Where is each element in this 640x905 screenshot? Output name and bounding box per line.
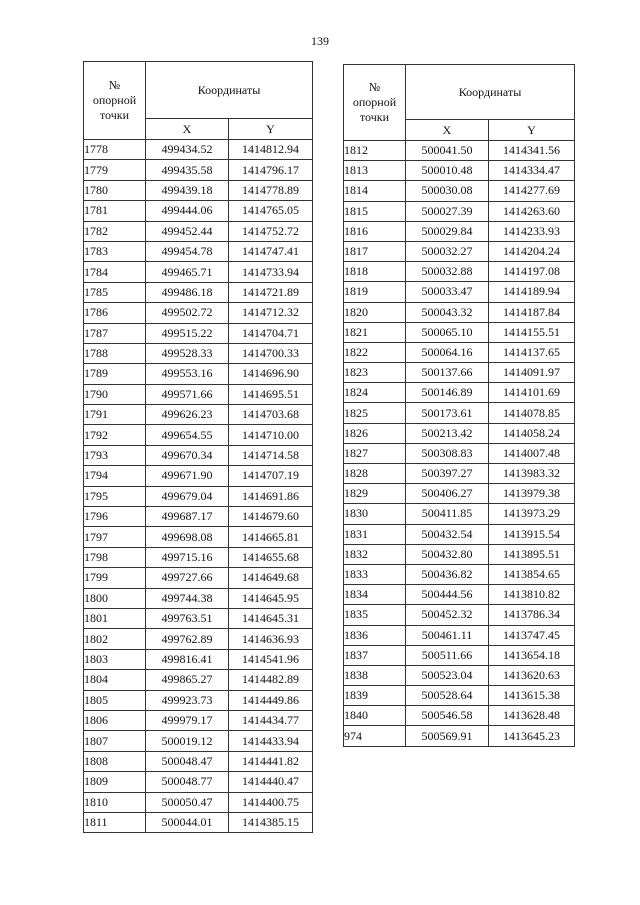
- point-number-cell: 1794: [84, 466, 146, 486]
- table-row: [84, 608, 313, 628]
- point-number-cell: 1822: [344, 342, 406, 362]
- y-coordinate-cell: 1414778.89: [229, 180, 313, 200]
- table-row: [344, 686, 575, 706]
- y-coordinate-cell: 1414101.69: [489, 383, 575, 403]
- y-coordinate-cell: 1414733.94: [229, 262, 313, 282]
- x-coordinate-cell: 500397.27: [406, 464, 489, 484]
- y-coordinate-cell: 1414482.89: [229, 670, 313, 690]
- table-row: [84, 323, 313, 343]
- point-number-cell: 1804: [84, 670, 146, 690]
- y-coordinate-cell: 1414441.82: [229, 751, 313, 771]
- y-coordinate-cell: 1413979.38: [489, 484, 575, 504]
- point-number-cell: 1800: [84, 588, 146, 608]
- y-coordinate-cell: 1413915.54: [489, 524, 575, 544]
- y-coordinate-cell: 1414277.69: [489, 181, 575, 201]
- y-coordinate-cell: 1414649.68: [229, 568, 313, 588]
- x-coordinate-cell: 500030.08: [406, 181, 489, 201]
- y-coordinate-cell: 1414703.68: [229, 405, 313, 425]
- y-coordinate-cell: 1414155.51: [489, 322, 575, 342]
- header-num-word1: опорной: [92, 93, 137, 107]
- point-number-cell: 1817: [344, 241, 406, 261]
- x-coordinate-cell: 499698.08: [146, 527, 229, 547]
- point-number-cell: 1823: [344, 363, 406, 383]
- y-coordinate-cell: 1413645.23: [489, 726, 575, 746]
- point-number-cell: 1827: [344, 443, 406, 463]
- x-coordinate-cell: 500032.88: [406, 262, 489, 282]
- x-coordinate-cell: 500043.32: [406, 302, 489, 322]
- x-coordinate-cell: 500432.80: [406, 544, 489, 564]
- y-coordinate-cell: 1414700.33: [229, 343, 313, 363]
- x-coordinate-cell: 500308.83: [406, 443, 489, 463]
- table-row: [84, 241, 313, 261]
- table-row: [84, 262, 313, 282]
- point-number-cell: 1803: [84, 649, 146, 669]
- table-row: [84, 303, 313, 323]
- y-coordinate-cell: 1414263.60: [489, 201, 575, 221]
- x-coordinate-cell: 499434.52: [146, 140, 229, 160]
- table-row: [84, 282, 313, 302]
- table-row: [84, 343, 313, 363]
- x-coordinate-cell: 499444.06: [146, 201, 229, 221]
- table-row: [344, 544, 575, 564]
- point-number-cell: 1825: [344, 403, 406, 423]
- x-coordinate-cell: 500528.64: [406, 686, 489, 706]
- table-row: [84, 445, 313, 465]
- point-number-cell: 1840: [344, 706, 406, 726]
- header-num-symbol: №: [108, 78, 121, 92]
- x-coordinate-cell: 500032.27: [406, 241, 489, 261]
- table-row: [84, 527, 313, 547]
- y-coordinate-cell: 1413854.65: [489, 564, 575, 584]
- header-coordinates: Координаты: [146, 62, 313, 119]
- table-row: [344, 241, 575, 261]
- table-row: [344, 443, 575, 463]
- y-coordinate-cell: 1414058.24: [489, 423, 575, 443]
- x-coordinate-cell: 499923.73: [146, 690, 229, 710]
- x-coordinate-cell: 500050.47: [146, 792, 229, 812]
- point-number-cell: 1799: [84, 568, 146, 588]
- y-coordinate-cell: 1414691.86: [229, 486, 313, 506]
- x-coordinate-cell: 500019.12: [146, 731, 229, 751]
- x-coordinate-cell: 499671.90: [146, 466, 229, 486]
- x-coordinate-cell: 499502.72: [146, 303, 229, 323]
- x-coordinate-cell: 499626.23: [146, 405, 229, 425]
- x-coordinate-cell: 500027.39: [406, 201, 489, 221]
- x-coordinate-cell: 500033.47: [406, 282, 489, 302]
- x-coordinate-cell: 499744.38: [146, 588, 229, 608]
- table-row: [84, 140, 313, 160]
- table-row: [344, 161, 575, 181]
- y-coordinate-cell: 1413983.32: [489, 464, 575, 484]
- y-coordinate-cell: 1414696.90: [229, 364, 313, 384]
- y-coordinate-cell: 1414712.32: [229, 303, 313, 323]
- x-coordinate-cell: 500146.89: [406, 383, 489, 403]
- point-number-cell: 1826: [344, 423, 406, 443]
- point-number-cell: 1828: [344, 464, 406, 484]
- y-coordinate-cell: 1414714.58: [229, 445, 313, 465]
- table-row: [344, 564, 575, 584]
- y-coordinate-cell: 1413973.29: [489, 504, 575, 524]
- x-coordinate-cell: 499762.89: [146, 629, 229, 649]
- point-number-cell: 1809: [84, 772, 146, 792]
- point-number-cell: 1811: [84, 812, 146, 832]
- y-coordinate-cell: 1414197.08: [489, 262, 575, 282]
- point-number-cell: 1837: [344, 645, 406, 665]
- point-number-cell: 1818: [344, 262, 406, 282]
- y-coordinate-cell: 1414710.00: [229, 425, 313, 445]
- x-coordinate-cell: 500041.50: [406, 141, 489, 161]
- point-number-cell: 1787: [84, 323, 146, 343]
- table-row: [84, 486, 313, 506]
- header-num-word2: точки: [359, 110, 390, 124]
- point-number-cell: 1806: [84, 710, 146, 730]
- y-coordinate-cell: 1414204.24: [489, 241, 575, 261]
- point-number-cell: 1805: [84, 690, 146, 710]
- table-row: [84, 772, 313, 792]
- table-row: [344, 342, 575, 362]
- point-number-cell: 1832: [344, 544, 406, 564]
- y-coordinate-cell: 1413654.18: [489, 645, 575, 665]
- table-row: [344, 625, 575, 645]
- table-row: [344, 302, 575, 322]
- y-coordinate-cell: 1414433.94: [229, 731, 313, 751]
- y-coordinate-cell: 1414812.94: [229, 140, 313, 160]
- y-coordinate-cell: 1414385.15: [229, 812, 313, 832]
- x-coordinate-cell: 499816.41: [146, 649, 229, 669]
- y-coordinate-cell: 1414707.19: [229, 466, 313, 486]
- x-coordinate-cell: 499454.78: [146, 241, 229, 261]
- table-row: [344, 282, 575, 302]
- y-coordinate-cell: 1414636.93: [229, 629, 313, 649]
- page-number: 139: [311, 34, 329, 48]
- header-num-word2: точки: [99, 108, 130, 122]
- y-coordinate-cell: 1414721.89: [229, 282, 313, 302]
- header-x: X: [146, 119, 229, 140]
- y-coordinate-cell: 1414334.47: [489, 161, 575, 181]
- table-row: [344, 201, 575, 221]
- table-row: [344, 665, 575, 685]
- table-row: [344, 221, 575, 241]
- x-coordinate-cell: 499528.33: [146, 343, 229, 363]
- table-row: [344, 363, 575, 383]
- x-coordinate-cell: 500444.56: [406, 585, 489, 605]
- y-coordinate-cell: 1413620.63: [489, 665, 575, 685]
- table-row: [344, 403, 575, 423]
- header-coordinates: Координаты: [406, 65, 575, 120]
- y-coordinate-cell: 1413747.45: [489, 625, 575, 645]
- x-coordinate-cell: 499553.16: [146, 364, 229, 384]
- x-coordinate-cell: 499979.17: [146, 710, 229, 730]
- point-number-cell: 1807: [84, 731, 146, 751]
- x-coordinate-cell: 500411.85: [406, 504, 489, 524]
- y-coordinate-cell: 1413615.38: [489, 686, 575, 706]
- table-row: [84, 466, 313, 486]
- table-row: [344, 262, 575, 282]
- y-coordinate-cell: 1414091.97: [489, 363, 575, 383]
- y-coordinate-cell: 1414007.48: [489, 443, 575, 463]
- x-coordinate-cell: 499763.51: [146, 608, 229, 628]
- point-number-cell: 1790: [84, 384, 146, 404]
- header-point-number: [344, 65, 406, 141]
- x-coordinate-cell: 500173.61: [406, 403, 489, 423]
- table-row: [84, 812, 313, 832]
- header-x: X: [406, 120, 489, 141]
- x-coordinate-cell: 499679.04: [146, 486, 229, 506]
- table-row: [84, 201, 313, 221]
- point-number-cell: 1814: [344, 181, 406, 201]
- x-coordinate-cell: 500432.54: [406, 524, 489, 544]
- x-coordinate-cell: 500406.27: [406, 484, 489, 504]
- y-coordinate-cell: 1414400.75: [229, 792, 313, 812]
- table-row: [84, 425, 313, 445]
- x-coordinate-cell: 499715.16: [146, 547, 229, 567]
- point-number-cell: 1821: [344, 322, 406, 342]
- x-coordinate-cell: 499465.71: [146, 262, 229, 282]
- table-row: [84, 649, 313, 669]
- y-coordinate-cell: 1414665.81: [229, 527, 313, 547]
- point-number-cell: 1816: [344, 221, 406, 241]
- x-coordinate-cell: 499865.27: [146, 670, 229, 690]
- table-row: [344, 141, 575, 161]
- x-coordinate-cell: 499452.44: [146, 221, 229, 241]
- x-coordinate-cell: 500065.10: [406, 322, 489, 342]
- table-row: [344, 726, 575, 746]
- y-coordinate-cell: 1414747.41: [229, 241, 313, 261]
- x-coordinate-cell: 500029.84: [406, 221, 489, 241]
- y-coordinate-cell: 1413628.48: [489, 706, 575, 726]
- table-row: [84, 405, 313, 425]
- table-row: [84, 221, 313, 241]
- point-number-cell: 1819: [344, 282, 406, 302]
- table-row: [84, 629, 313, 649]
- table-row: [344, 605, 575, 625]
- table-row: [84, 507, 313, 527]
- point-number-cell: 1834: [344, 585, 406, 605]
- y-coordinate-cell: 1414434.77: [229, 710, 313, 730]
- y-coordinate-cell: 1414440.47: [229, 772, 313, 792]
- table-row: [84, 364, 313, 384]
- table-row: [84, 180, 313, 200]
- y-coordinate-cell: 1414078.85: [489, 403, 575, 423]
- point-number-cell: 1795: [84, 486, 146, 506]
- point-number-cell: 1812: [344, 141, 406, 161]
- table-row: [84, 751, 313, 771]
- table-row: [344, 585, 575, 605]
- table-row: [344, 645, 575, 665]
- point-number-cell: 1798: [84, 547, 146, 567]
- table-row: [344, 524, 575, 544]
- y-coordinate-cell: 1414655.68: [229, 547, 313, 567]
- header-point-number: [84, 62, 146, 140]
- table-row: [84, 731, 313, 751]
- table-row: [84, 160, 313, 180]
- table-row: [84, 792, 313, 812]
- table-row: [84, 384, 313, 404]
- table-row: [84, 690, 313, 710]
- point-number-cell: 1838: [344, 665, 406, 685]
- table-body-right: [344, 141, 575, 747]
- coordinates-table-right: [343, 64, 575, 747]
- point-number-cell: 1789: [84, 364, 146, 384]
- point-number-cell: 1801: [84, 608, 146, 628]
- table-row: [344, 504, 575, 524]
- point-number-cell: 1824: [344, 383, 406, 403]
- x-coordinate-cell: 500569.91: [406, 726, 489, 746]
- table-row: [84, 568, 313, 588]
- x-coordinate-cell: 500546.58: [406, 706, 489, 726]
- x-coordinate-cell: 500137.66: [406, 363, 489, 383]
- y-coordinate-cell: 1414449.86: [229, 690, 313, 710]
- x-coordinate-cell: 499515.22: [146, 323, 229, 343]
- point-number-cell: 1810: [84, 792, 146, 812]
- y-coordinate-cell: 1414341.56: [489, 141, 575, 161]
- point-number-cell: 1784: [84, 262, 146, 282]
- x-coordinate-cell: 500511.66: [406, 645, 489, 665]
- y-coordinate-cell: 1413895.51: [489, 544, 575, 564]
- y-coordinate-cell: 1414796.17: [229, 160, 313, 180]
- x-coordinate-cell: 500523.04: [406, 665, 489, 685]
- point-number-cell: 1829: [344, 484, 406, 504]
- point-number-cell: 974: [344, 726, 406, 746]
- y-coordinate-cell: 1414189.94: [489, 282, 575, 302]
- point-number-cell: 1788: [84, 343, 146, 363]
- point-number-cell: 1813: [344, 161, 406, 181]
- x-coordinate-cell: 500048.47: [146, 751, 229, 771]
- y-coordinate-cell: 1414704.71: [229, 323, 313, 343]
- x-coordinate-cell: 500461.11: [406, 625, 489, 645]
- x-coordinate-cell: 500010.48: [406, 161, 489, 181]
- point-number-cell: 1833: [344, 564, 406, 584]
- table-row: [344, 383, 575, 403]
- point-number-cell: 1796: [84, 507, 146, 527]
- x-coordinate-cell: 499727.66: [146, 568, 229, 588]
- point-number-cell: 1808: [84, 751, 146, 771]
- x-coordinate-cell: 499687.17: [146, 507, 229, 527]
- coordinates-table-left: [83, 61, 313, 833]
- point-number-cell: 1792: [84, 425, 146, 445]
- point-number-cell: 1797: [84, 527, 146, 547]
- table-row: [84, 588, 313, 608]
- header-y: Y: [229, 119, 313, 140]
- x-coordinate-cell: 500213.42: [406, 423, 489, 443]
- table-row: [344, 322, 575, 342]
- y-coordinate-cell: 1414137.65: [489, 342, 575, 362]
- point-number-cell: 1780: [84, 180, 146, 200]
- x-coordinate-cell: 499435.58: [146, 160, 229, 180]
- point-number-cell: 1836: [344, 625, 406, 645]
- y-coordinate-cell: 1414233.93: [489, 221, 575, 241]
- point-number-cell: 1778: [84, 140, 146, 160]
- y-coordinate-cell: 1414187.84: [489, 302, 575, 322]
- point-number-cell: 1839: [344, 686, 406, 706]
- y-coordinate-cell: 1414645.95: [229, 588, 313, 608]
- point-number-cell: 1831: [344, 524, 406, 544]
- y-coordinate-cell: 1414752.72: [229, 221, 313, 241]
- y-coordinate-cell: 1413786.34: [489, 605, 575, 625]
- table-row: [84, 670, 313, 690]
- table-row: [344, 423, 575, 443]
- x-coordinate-cell: 499670.34: [146, 445, 229, 465]
- x-coordinate-cell: 500452.32: [406, 605, 489, 625]
- table-row: [84, 710, 313, 730]
- x-coordinate-cell: 499439.18: [146, 180, 229, 200]
- y-coordinate-cell: 1414695.51: [229, 384, 313, 404]
- point-number-cell: 1791: [84, 405, 146, 425]
- y-coordinate-cell: 1414679.60: [229, 507, 313, 527]
- point-number-cell: 1793: [84, 445, 146, 465]
- point-number-cell: 1779: [84, 160, 146, 180]
- point-number-cell: 1815: [344, 201, 406, 221]
- header-y: Y: [489, 120, 575, 141]
- x-coordinate-cell: 499486.18: [146, 282, 229, 302]
- point-number-cell: 1783: [84, 241, 146, 261]
- x-coordinate-cell: 500044.01: [146, 812, 229, 832]
- y-coordinate-cell: 1414765.05: [229, 201, 313, 221]
- y-coordinate-cell: 1414541.96: [229, 649, 313, 669]
- y-coordinate-cell: 1413810.82: [489, 585, 575, 605]
- table-row: [344, 464, 575, 484]
- point-number-cell: 1835: [344, 605, 406, 625]
- point-number-cell: 1820: [344, 302, 406, 322]
- point-number-cell: 1782: [84, 221, 146, 241]
- header-num-word1: опорной: [352, 95, 397, 109]
- x-coordinate-cell: 500436.82: [406, 564, 489, 584]
- table-row: [84, 547, 313, 567]
- point-number-cell: 1785: [84, 282, 146, 302]
- x-coordinate-cell: 500048.77: [146, 772, 229, 792]
- header-num-symbol: №: [368, 80, 381, 94]
- y-coordinate-cell: 1414645.31: [229, 608, 313, 628]
- point-number-cell: 1802: [84, 629, 146, 649]
- point-number-cell: 1781: [84, 201, 146, 221]
- x-coordinate-cell: 499654.55: [146, 425, 229, 445]
- table-row: [344, 181, 575, 201]
- point-number-cell: 1830: [344, 504, 406, 524]
- x-coordinate-cell: 499571.66: [146, 384, 229, 404]
- table-row: [344, 706, 575, 726]
- table-row: [344, 484, 575, 504]
- point-number-cell: 1786: [84, 303, 146, 323]
- table-body-left: [84, 140, 313, 833]
- x-coordinate-cell: 500064.16: [406, 342, 489, 362]
